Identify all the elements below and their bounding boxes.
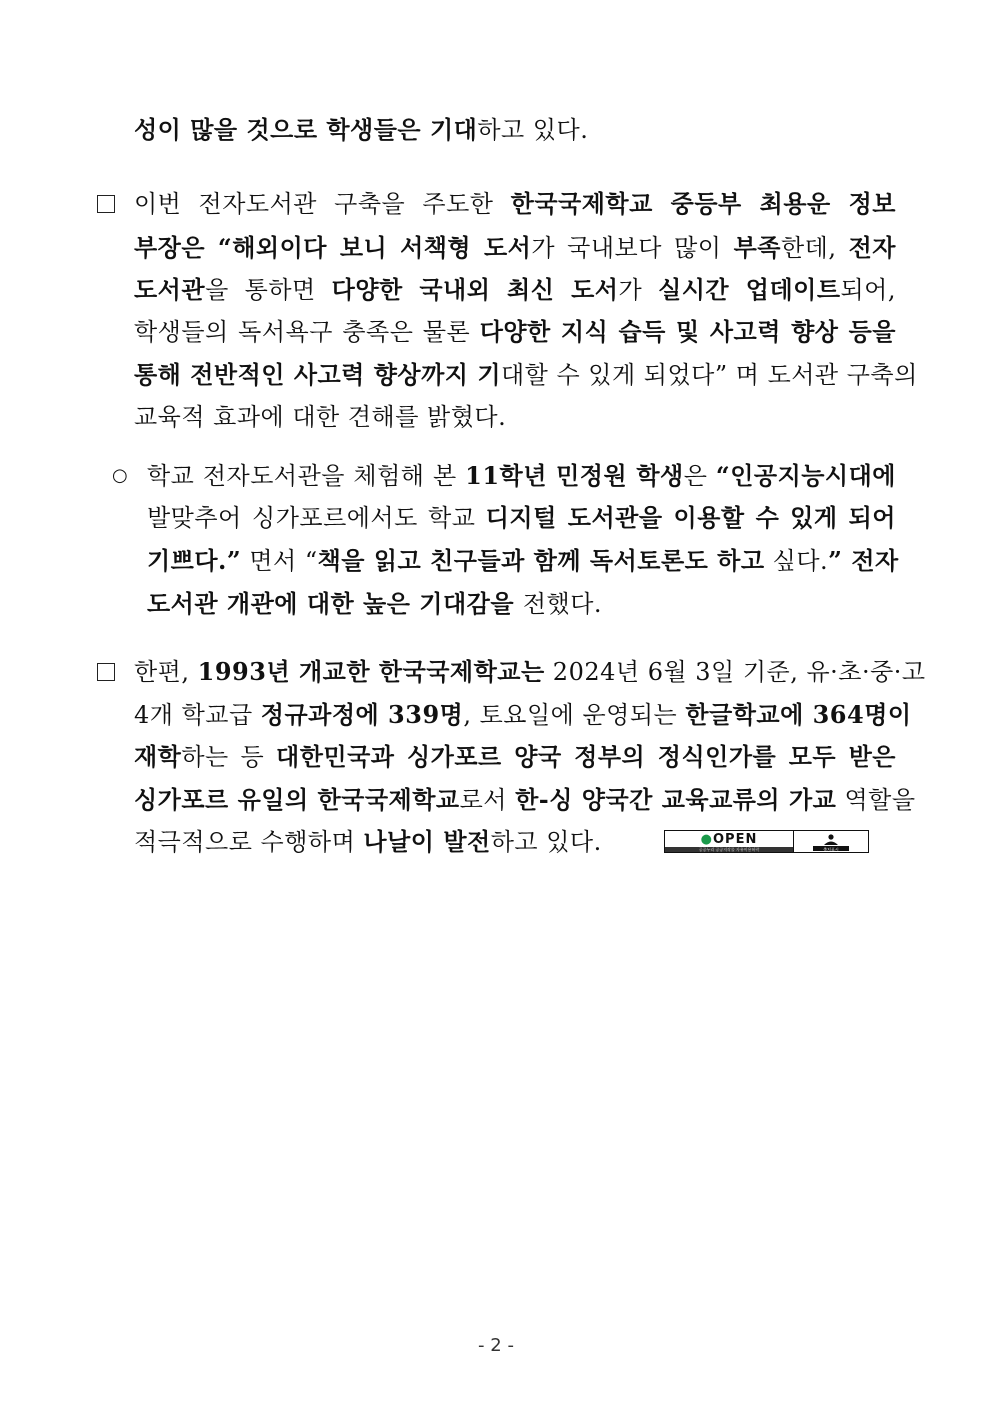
bold-text-run: 1993년 개교한 한국국제학교는 [197, 657, 545, 686]
text-line-intro [134, 112, 588, 148]
open-logo-sub: 공공누리 공공저작물 자유이용허락 [665, 847, 793, 852]
bold-text-run: 11학년 민정원 학생 [465, 461, 684, 490]
text-run: 한데, [780, 234, 849, 262]
section1-line [134, 399, 506, 435]
bold-text-run: “인공지능시대에 [715, 461, 896, 490]
open-word: OPEN [713, 832, 758, 847]
bold-text-run: 한글학교에 364명이 [685, 700, 912, 729]
section-checkbox-2 [97, 663, 115, 681]
open-logo-text [701, 833, 758, 846]
bold-text-run: 부장은 “해외이다 보니 서책형 도서 [134, 233, 532, 262]
section1-line [134, 230, 896, 266]
text-run: 이번 전자도서관 구축을 주도한 [134, 190, 511, 218]
text-run: 대할 수 있게 되었다” 며 도서관 구축의 [501, 361, 918, 389]
bold-text-run: 재학 [134, 742, 182, 771]
page-number: - 2 - [478, 1335, 514, 1356]
bold-text-run: 정규과정에 339명 [260, 700, 464, 729]
section1-line [134, 314, 896, 350]
text-run: 4개 학교급 [134, 701, 261, 729]
section-checkbox-1 [97, 195, 115, 213]
text-run: 적극적으로 수행하며 [134, 828, 364, 856]
bold-text-run: 대한민국과 싱가포르 양국 정부의 정식인가를 모두 받은 [276, 742, 896, 771]
bold-text-run: 나날이 발전 [363, 827, 491, 856]
text-run: 은 [683, 462, 716, 490]
text-run: 가 [618, 276, 659, 304]
bold-text-run: 싱가포르 유일의 한국국제학교 [134, 785, 460, 814]
section1-line [134, 186, 896, 222]
text-run: 하고 있다. [490, 828, 602, 856]
section2-line [134, 739, 896, 775]
bold-text-run: 한-싱 양국간 교육교류의 가교 [515, 785, 837, 814]
bold-text-run: 통해 전반적인 사고력 향상까지 기 [134, 360, 501, 389]
open-logo-left [665, 831, 794, 852]
text-run: 한편, [134, 658, 198, 686]
text-run: 을 통하면 [205, 276, 332, 304]
text-run: 면서 “ [241, 547, 318, 575]
bold-text-run: 기쁘다.” [147, 546, 242, 575]
section2-line [134, 824, 602, 860]
text-run: , 토요일에 운영되는 [463, 701, 686, 729]
bold-text-run: 디지털 도서관을 이용할 수 있게 되어 [485, 503, 896, 532]
text-run: 전했다. [522, 590, 603, 618]
text-run: 되어, [840, 276, 896, 304]
text-run: 학교 전자도서관을 체험해 본 [147, 462, 466, 490]
bullet1-line [147, 500, 896, 536]
text-run: 역할을 [836, 786, 916, 814]
text-run: 싶다. [764, 547, 829, 575]
text-run: 가 국내보다 많이 [531, 234, 734, 262]
section2-line [134, 654, 926, 690]
bold-text-run: 다양한 국내외 최신 도서 [331, 275, 619, 304]
section1-line [134, 272, 896, 308]
bold-text-run: ” 전자 [828, 546, 899, 575]
section2-line [134, 782, 916, 818]
open-o-icon: ● [700, 832, 713, 847]
text-run: 발맞추어 싱가포르에서도 학교 [147, 504, 486, 532]
attribution-type-icon [794, 831, 868, 852]
text-run: 로서 [459, 786, 516, 814]
attribution-type-label: 출처표시 [823, 847, 839, 852]
bold-text-run: 다양한 지식 습득 및 사고력 향상 등을 [479, 317, 896, 346]
bold-text-run: 도서관 [134, 275, 206, 304]
text-run: 하고 있다. [477, 116, 589, 144]
bold-text-run: 도서관 개관에 대한 높은 기대감을 [147, 589, 523, 618]
bullet1-line [147, 458, 896, 494]
kogl-open-license-logo [664, 830, 869, 853]
bold-text-run: 부족 [733, 233, 781, 262]
text-run: 2024년 6월 3일 기준, 유·초·중·고 [544, 658, 926, 686]
bullet-circle: ○ [112, 465, 128, 486]
text-run: 학생들의 독서욕구 충족은 물론 [134, 318, 480, 346]
bold-text-run: 전자 [848, 233, 896, 262]
text-run: 교육적 효과에 대한 견해를 밝혔다. [134, 403, 507, 431]
bullet1-line [147, 586, 602, 622]
text-run: 하는 등 [181, 743, 277, 771]
bold-text-run: 성이 많을 것으로 학생들은 기대 [134, 115, 478, 144]
bullet1-line [147, 543, 899, 579]
bold-text-run: 실시간 업데이트 [658, 275, 841, 304]
section2-line [134, 697, 912, 733]
section1-line [134, 357, 918, 393]
bold-text-run: 책을 읽고 친구들과 함께 독서토론도 하고 [317, 546, 765, 575]
bold-text-run: 한국국제학교 중등부 최용운 정보 [510, 189, 896, 218]
